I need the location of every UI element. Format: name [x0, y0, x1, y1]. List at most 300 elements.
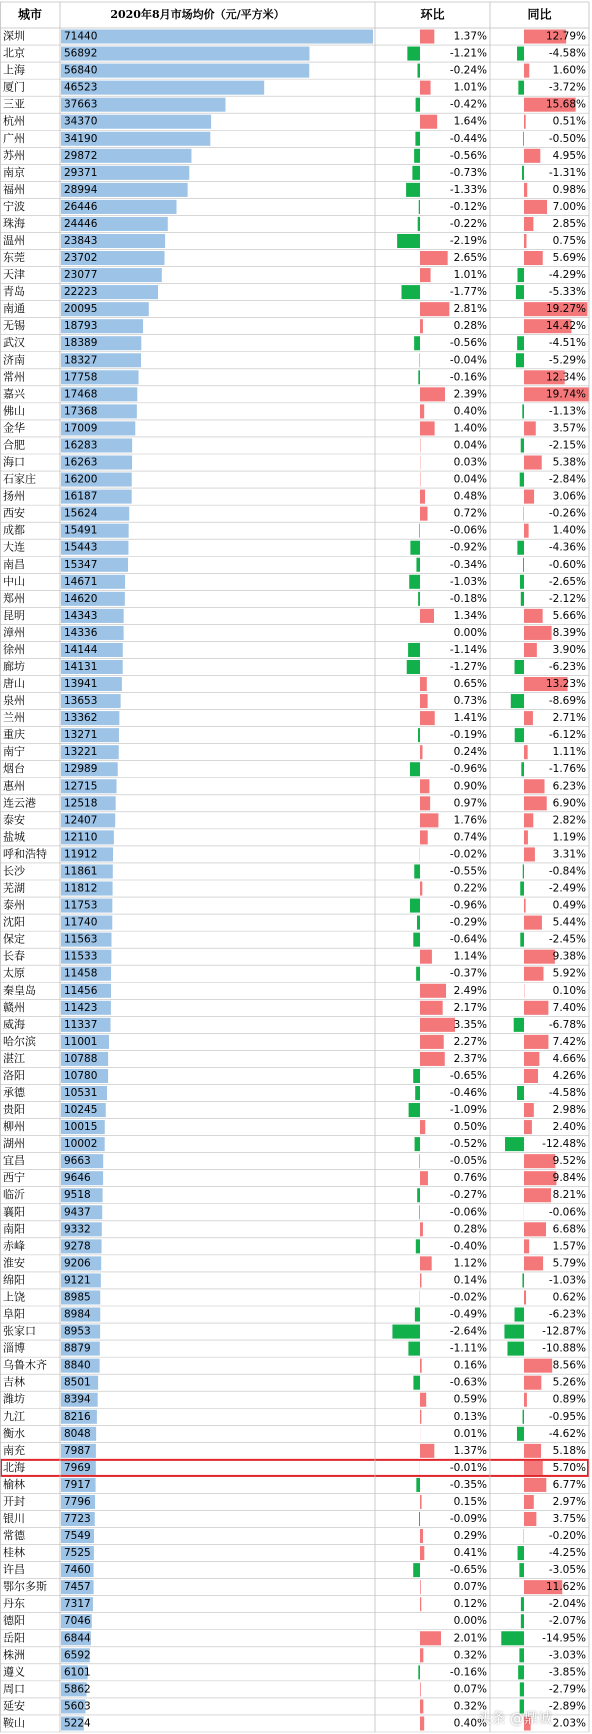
- mom-label: -1.77%: [449, 286, 487, 299]
- mom-bar: [416, 98, 420, 112]
- city-label: 扬州: [3, 489, 25, 503]
- price-label: 18389: [64, 337, 98, 350]
- yoy-bar: [520, 1682, 524, 1696]
- price-label: 16283: [64, 439, 98, 452]
- yoy-label: 0.75%: [552, 235, 586, 247]
- yoy-label: 2.40%: [552, 1121, 586, 1134]
- yoy-bar: [524, 1461, 543, 1475]
- yoy-label: 3.57%: [552, 422, 586, 435]
- yoy-label: 0.49%: [552, 899, 586, 912]
- mom-label: -0.56%: [449, 149, 487, 162]
- mom-label: 1.14%: [453, 950, 487, 963]
- city-label: 株洲: [3, 1648, 25, 1662]
- yoy-label: 2.85%: [552, 217, 586, 230]
- yoy-label: 15.68%: [545, 98, 586, 111]
- yoy-bar: [524, 1103, 534, 1117]
- yoy-label: 1.19%: [552, 831, 586, 844]
- price-label: 34370: [64, 115, 98, 128]
- mom-bar: [415, 132, 420, 146]
- yoy-label: -2.04%: [548, 1598, 586, 1611]
- mom-label: 2.39%: [453, 388, 487, 401]
- mom-label: -0.65%: [449, 1564, 487, 1577]
- mom-bar: [420, 1699, 423, 1713]
- mom-bar: [406, 183, 420, 197]
- mom-label: 0.28%: [453, 1223, 487, 1236]
- city-label: 东莞: [3, 251, 25, 265]
- city-label: 承德: [3, 1086, 25, 1099]
- mom-bar: [407, 660, 420, 674]
- city-label: 许昌: [3, 1563, 25, 1577]
- city-label: 嘉兴: [3, 387, 25, 401]
- mom-label: 2.01%: [453, 1632, 487, 1645]
- yoy-bar: [524, 626, 552, 640]
- mom-bar: [410, 541, 420, 555]
- city-label: 泰州: [3, 898, 25, 912]
- yoy-bar: [504, 1325, 524, 1339]
- mom-bar: [420, 677, 427, 691]
- yoy-bar: [515, 660, 524, 674]
- price-label: 7549: [64, 1530, 91, 1543]
- price-label: 13362: [64, 712, 98, 725]
- price-label: 17009: [64, 422, 98, 435]
- yoy-bar: [524, 609, 543, 623]
- yoy-label: -4.62%: [548, 1427, 586, 1440]
- city-label: 乌鲁木齐: [3, 1358, 47, 1372]
- yoy-bar: [517, 336, 524, 350]
- mom-label: 1.34%: [453, 609, 487, 622]
- yoy-label: -0.06%: [548, 1206, 586, 1219]
- yoy-label: 2.71%: [552, 712, 586, 725]
- mom-bar: [420, 1001, 443, 1015]
- city-label: 厦门: [3, 80, 25, 94]
- city-label: 合肥: [3, 438, 25, 452]
- yoy-bar: [524, 234, 526, 248]
- price-label: 17368: [64, 405, 98, 418]
- yoy-bar: [524, 1222, 546, 1236]
- mom-bar: [420, 830, 428, 844]
- mom-label: 0.29%: [453, 1530, 487, 1543]
- price-label: 56840: [64, 64, 98, 77]
- city-label: 张家口: [3, 1324, 36, 1338]
- mom-bar: [402, 285, 420, 299]
- price-label: 7457: [64, 1581, 91, 1594]
- yoy-label: -2.79%: [548, 1683, 586, 1696]
- yoy-bar: [524, 149, 540, 163]
- yoy-label: -4.29%: [548, 269, 586, 282]
- mom-bar: [420, 1273, 421, 1287]
- price-label: 20095: [64, 303, 98, 316]
- city-label: 保定: [3, 932, 25, 946]
- mom-bar: [418, 370, 420, 384]
- mom-bar: [420, 1018, 455, 1032]
- mom-label: 0.40%: [453, 1717, 487, 1730]
- mom-bar: [416, 967, 420, 981]
- city-label: 淮安: [3, 1256, 25, 1270]
- city-label: 赣州: [3, 1000, 25, 1014]
- mom-bar: [409, 1103, 420, 1117]
- mom-bar: [415, 1308, 420, 1322]
- yoy-bar: [517, 1086, 524, 1100]
- yoy-label: -2.65%: [548, 575, 586, 588]
- yoy-bar: [524, 899, 526, 913]
- header-city: 城市: [18, 7, 43, 22]
- price-label: 7917: [64, 1478, 91, 1491]
- mom-bar: [420, 745, 423, 759]
- mom-bar: [420, 1580, 421, 1594]
- yoy-label: -0.50%: [548, 132, 586, 145]
- yoy-label: -4.58%: [548, 1087, 586, 1099]
- price-label: 6101: [64, 1666, 91, 1679]
- mom-label: 1.01%: [453, 269, 487, 282]
- yoy-label: 7.00%: [552, 200, 586, 213]
- city-label: 重庆: [3, 728, 25, 742]
- yoy-label: 2.98%: [552, 1104, 586, 1117]
- price-label: 23077: [64, 269, 98, 282]
- mom-label: -0.37%: [449, 967, 487, 980]
- mom-bar: [420, 115, 437, 129]
- price-label: 8985: [64, 1291, 91, 1304]
- mom-bar: [420, 813, 438, 827]
- yoy-label: -2.07%: [548, 1615, 586, 1628]
- mom-bar: [420, 421, 435, 435]
- yoy-label: 14.42%: [545, 320, 586, 333]
- city-label: 徐州: [3, 642, 25, 656]
- mom-bar: [420, 30, 434, 44]
- yoy-bar: [523, 132, 524, 146]
- city-label: 宁波: [3, 199, 25, 213]
- mom-label: -2.64%: [449, 1325, 487, 1338]
- city-label: 石家庄: [3, 472, 36, 486]
- city-label: 岳阳: [3, 1631, 25, 1645]
- yoy-label: 3.31%: [552, 848, 586, 861]
- price-label: 10780: [64, 1069, 98, 1082]
- price-label: 11456: [64, 984, 98, 997]
- price-label: 26446: [64, 200, 98, 213]
- mom-bar: [420, 1631, 441, 1645]
- price-label: 29371: [64, 166, 98, 179]
- price-label: 8216: [64, 1410, 91, 1423]
- yoy-bar: [516, 285, 524, 299]
- yoy-bar: [524, 421, 536, 435]
- mom-bar: [420, 1682, 421, 1696]
- mom-label: -0.29%: [449, 916, 487, 929]
- city-label: 西宁: [3, 1171, 25, 1185]
- mom-label: 0.40%: [453, 405, 487, 418]
- yoy-label: -1.76%: [548, 763, 586, 776]
- mom-label: -1.14%: [449, 643, 487, 656]
- city-label: 南京: [3, 165, 25, 179]
- city-label: 北京: [3, 46, 25, 60]
- price-label: 11563: [64, 933, 98, 946]
- city-label: 北海: [3, 1460, 25, 1474]
- mom-bar: [416, 1239, 420, 1253]
- mom-bar: [413, 1563, 420, 1577]
- mom-bar: [420, 1171, 428, 1185]
- mom-label: -0.42%: [449, 98, 487, 111]
- mom-bar: [420, 319, 423, 333]
- price-label: 23843: [64, 235, 98, 247]
- mom-label: 0.00%: [453, 626, 487, 639]
- yoy-bar: [518, 81, 524, 95]
- mom-label: 0.74%: [453, 831, 487, 844]
- city-label: 上饶: [3, 1290, 25, 1304]
- yoy-bar: [520, 473, 524, 487]
- mom-bar: [413, 1069, 420, 1083]
- price-label: 9437: [64, 1206, 91, 1219]
- mom-label: 0.48%: [453, 490, 487, 503]
- yoy-label: 6.68%: [552, 1223, 586, 1236]
- price-label: 10531: [64, 1087, 98, 1099]
- mom-bar: [413, 933, 420, 947]
- yoy-bar: [524, 830, 528, 844]
- mom-label: -0.35%: [449, 1478, 487, 1491]
- price-label: 37663: [64, 98, 98, 111]
- yoy-bar: [524, 1035, 548, 1049]
- city-label: 唐山: [3, 677, 25, 691]
- mom-label: 0.32%: [453, 1700, 487, 1713]
- mom-label: -0.65%: [449, 1069, 487, 1082]
- mom-label: -0.40%: [449, 1240, 487, 1253]
- price-label: 5603: [64, 1700, 91, 1713]
- price-label: 8984: [64, 1308, 91, 1321]
- city-label: 成都: [3, 523, 25, 537]
- yoy-label: -2.45%: [548, 933, 586, 946]
- yoy-bar: [524, 1478, 546, 1492]
- mom-label: 0.00%: [453, 1615, 487, 1628]
- header-yoy: 同比: [527, 7, 552, 22]
- price-label: 13941: [64, 678, 98, 691]
- mom-bar: [408, 643, 420, 657]
- price-label: 18793: [64, 320, 98, 333]
- yoy-bar: [524, 1001, 548, 1015]
- price-label: 7969: [64, 1461, 91, 1474]
- price-label: 8048: [64, 1427, 91, 1440]
- mom-label: -0.16%: [449, 1666, 487, 1679]
- mom-label: 2.37%: [453, 1052, 487, 1065]
- yoy-bar: [521, 592, 524, 606]
- yoy-bar: [521, 1614, 524, 1628]
- yoy-bar: [515, 728, 524, 742]
- city-label: 桂林: [3, 1546, 25, 1560]
- yoy-label: 1.57%: [552, 1240, 586, 1253]
- mom-label: 0.28%: [453, 320, 487, 333]
- yoy-label: -8.69%: [548, 695, 586, 708]
- yoy-label: 5.70%: [552, 1461, 586, 1474]
- mom-label: 1.37%: [453, 1444, 487, 1457]
- city-label: 贵阳: [3, 1103, 25, 1117]
- yoy-label: -2.15%: [548, 439, 586, 452]
- mom-label: -0.63%: [449, 1376, 487, 1389]
- yoy-bar: [517, 47, 524, 61]
- city-label: 宜昌: [3, 1154, 25, 1168]
- mom-bar: [420, 1120, 425, 1134]
- price-label: 9646: [64, 1172, 91, 1185]
- mom-label: 1.64%: [453, 115, 487, 128]
- mom-bar: [420, 1256, 432, 1270]
- mom-label: -0.06%: [449, 1206, 487, 1219]
- yoy-label: 3.75%: [552, 1513, 586, 1525]
- price-label: 8953: [64, 1325, 91, 1338]
- mom-label: -0.24%: [449, 64, 487, 77]
- price-label: 11861: [64, 865, 98, 878]
- yoy-label: -1.13%: [548, 405, 586, 418]
- yoy-bar: [501, 1631, 524, 1645]
- city-label: 西安: [3, 506, 25, 520]
- mom-bar: [416, 1478, 420, 1492]
- yoy-bar: [524, 950, 555, 964]
- yoy-label: 13.23%: [545, 678, 586, 691]
- city-label: 济南: [3, 353, 25, 367]
- city-label: 绵阳: [3, 1273, 25, 1287]
- yoy-bar: [516, 353, 524, 367]
- mom-bar: [418, 217, 420, 231]
- yoy-bar: [520, 933, 524, 947]
- price-label: 8394: [64, 1393, 91, 1406]
- mom-label: -0.96%: [449, 763, 487, 776]
- price-label: 5862: [64, 1683, 91, 1696]
- mom-label: -2.19%: [449, 235, 487, 247]
- city-label: 沈阳: [3, 915, 25, 929]
- yoy-bar: [524, 115, 526, 129]
- mom-label: 2.17%: [453, 1001, 487, 1014]
- yoy-bar: [521, 1597, 524, 1611]
- mom-bar: [420, 711, 435, 725]
- city-label: 武汉: [3, 336, 25, 350]
- city-label: 南通: [3, 302, 25, 316]
- mom-bar: [420, 1222, 423, 1236]
- yoy-bar: [524, 1188, 551, 1202]
- price-label: 13653: [64, 695, 98, 708]
- mom-label: -0.55%: [449, 865, 487, 878]
- city-label: 上海: [3, 63, 25, 77]
- city-label: 泉州: [3, 694, 25, 708]
- yoy-label: -0.95%: [548, 1410, 586, 1423]
- yoy-label: -3.05%: [548, 1564, 586, 1577]
- yoy-label: -0.84%: [548, 865, 586, 878]
- price-label: 8879: [64, 1342, 91, 1355]
- mom-label: -1.33%: [449, 183, 487, 196]
- mom-label: 0.73%: [453, 695, 487, 708]
- yoy-label: -0.20%: [548, 1530, 586, 1543]
- mom-label: -0.09%: [449, 1513, 487, 1525]
- mom-label: 0.76%: [453, 1172, 487, 1185]
- price-label: 12407: [64, 814, 98, 827]
- mom-label: 1.76%: [453, 814, 487, 827]
- price-label: 12715: [64, 780, 98, 793]
- yoy-bar: [524, 251, 543, 265]
- mom-bar: [419, 1205, 420, 1219]
- mom-bar: [408, 1342, 420, 1356]
- yoy-bar: [524, 711, 533, 725]
- price-label: 10002: [64, 1138, 98, 1151]
- yoy-bar: [524, 1393, 527, 1407]
- price-label: 11740: [64, 916, 98, 929]
- price-label: 9663: [64, 1155, 91, 1168]
- yoy-bar: [524, 847, 535, 861]
- city-label: 温州: [3, 234, 25, 247]
- price-label: 9518: [64, 1189, 91, 1202]
- yoy-bar: [524, 1120, 532, 1134]
- city-label: 南宁: [3, 745, 25, 759]
- yoy-bar: [524, 183, 527, 197]
- price-label: 56892: [64, 47, 98, 60]
- city-label: 太原: [3, 966, 25, 980]
- mom-bar: [420, 779, 429, 793]
- yoy-label: 1.60%: [552, 64, 586, 77]
- city-label: 柳州: [3, 1120, 25, 1134]
- price-label: 11812: [64, 882, 98, 895]
- yoy-bar: [524, 456, 542, 470]
- mom-bar: [392, 1325, 420, 1339]
- yoy-label: 5.92%: [552, 967, 586, 980]
- mom-label: 0.14%: [453, 1274, 487, 1287]
- price-label: 16187: [64, 490, 98, 503]
- yoy-label: -10.88%: [542, 1342, 586, 1355]
- price-bar: [61, 47, 309, 61]
- city-label: 大连: [3, 540, 25, 554]
- price-label: 5224: [64, 1717, 91, 1730]
- yoy-label: -0.26%: [548, 507, 586, 520]
- yoy-label: -4.58%: [548, 47, 586, 60]
- yoy-label: 5.69%: [552, 252, 586, 265]
- price-label: 23702: [64, 252, 98, 265]
- city-label: 威海: [3, 1017, 25, 1031]
- city-label: 兰州: [3, 711, 25, 725]
- city-label: 广州: [3, 131, 25, 145]
- yoy-label: 2.82%: [552, 814, 586, 827]
- yoy-bar: [524, 1171, 556, 1185]
- price-label: 9121: [64, 1274, 91, 1287]
- yoy-label: 19.27%: [545, 303, 586, 316]
- yoy-label: -2.89%: [548, 1700, 586, 1713]
- price-label: 7460: [64, 1564, 91, 1577]
- city-label: 洛阳: [3, 1068, 25, 1082]
- city-label: 苏州: [3, 148, 25, 162]
- yoy-bar: [507, 1342, 524, 1356]
- price-label: 11423: [64, 1001, 98, 1014]
- yoy-bar: [521, 762, 524, 776]
- mom-label: 0.41%: [453, 1547, 487, 1560]
- price-label: 14131: [64, 661, 98, 673]
- yoy-bar: [524, 490, 534, 504]
- mom-label: 1.12%: [453, 1257, 487, 1270]
- mom-bar: [413, 1376, 420, 1390]
- city-label: 遵义: [3, 1665, 25, 1679]
- yoy-label: 6.90%: [552, 797, 586, 810]
- mom-label: -0.02%: [449, 848, 487, 861]
- mom-label: -0.16%: [449, 371, 487, 384]
- yoy-label: -1.31%: [548, 166, 586, 179]
- city-label: 鄂尔多斯: [3, 1580, 47, 1594]
- mom-label: 0.07%: [453, 1581, 487, 1594]
- yoy-label: 9.52%: [552, 1155, 586, 1168]
- yoy-label: 7.40%: [552, 1001, 586, 1014]
- price-label: 17758: [64, 371, 98, 384]
- yoy-label: 5.66%: [552, 609, 586, 622]
- yoy-bar: [517, 268, 524, 282]
- mom-bar: [420, 1716, 424, 1730]
- price-label: 11753: [64, 899, 98, 912]
- yoy-bar: [524, 967, 543, 981]
- city-label: 潍坊: [3, 1392, 25, 1406]
- yoy-label: 2.03%: [552, 1717, 586, 1730]
- city-label: 海口: [3, 455, 25, 469]
- price-label: 10245: [64, 1104, 98, 1117]
- yoy-label: 2.97%: [552, 1495, 586, 1508]
- yoy-bar: [518, 1546, 524, 1560]
- city-label: 吉林: [3, 1375, 25, 1389]
- mom-bar: [419, 1154, 420, 1168]
